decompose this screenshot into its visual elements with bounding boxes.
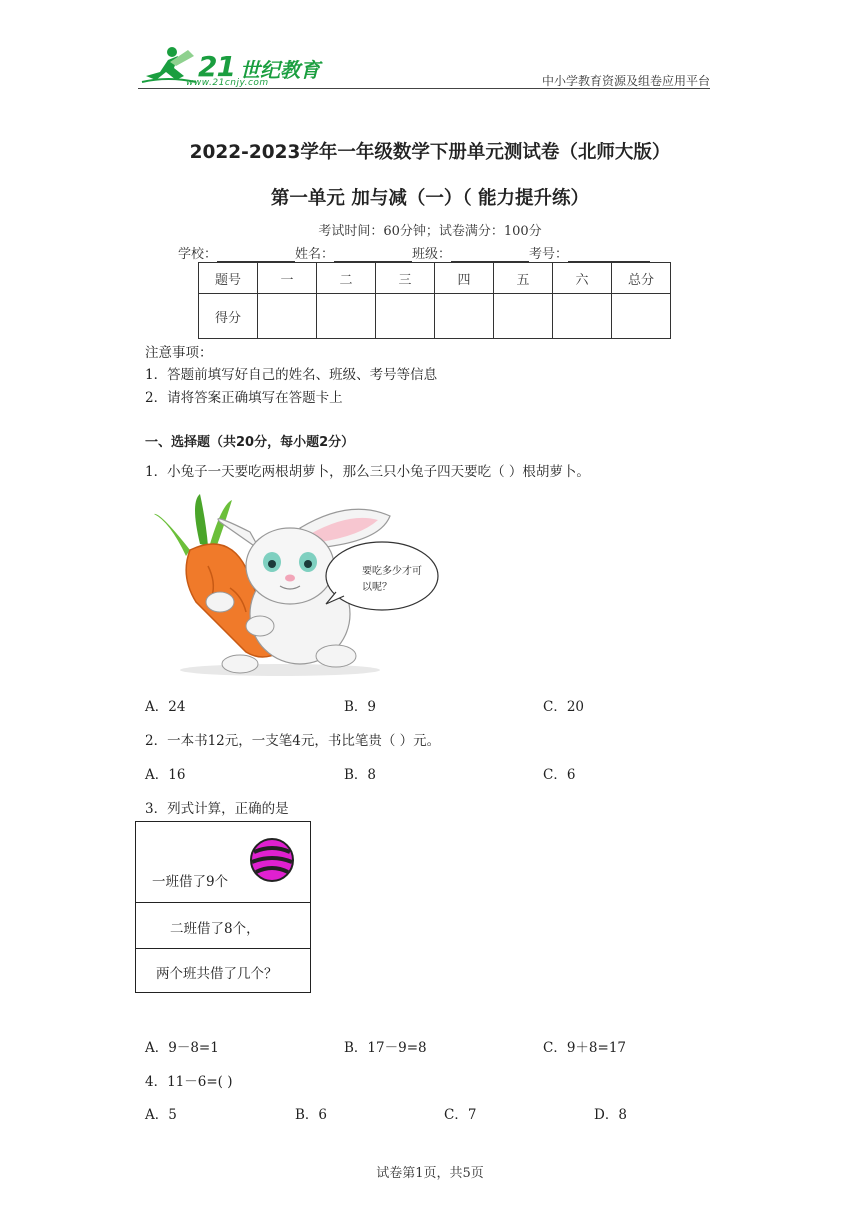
school-blank[interactable] [217, 247, 295, 262]
question-1: 1．小兔子一天要吃两根胡萝卜，那么三只小兔子四天要吃（ ）根胡萝卜。 [145, 464, 590, 480]
score-table [198, 262, 671, 339]
name-label: 姓名： [295, 247, 335, 262]
rabbit-carrot-image [150, 492, 450, 678]
score-header-cell: 六 [553, 263, 612, 294]
score-header-cell: 题号 [199, 263, 258, 294]
unit-title: 第一单元 加与减（一）（ 能力提升练） [270, 188, 590, 209]
q3-option-a[interactable]: A．9－8=1 [145, 1040, 219, 1056]
class-blank[interactable] [451, 247, 529, 262]
q4-option-a[interactable]: A．5 [145, 1107, 177, 1123]
q4-option-d[interactable]: D．8 [594, 1107, 627, 1123]
q3-box-row [136, 902, 310, 949]
question-2: 2．一本书12元，一支笔4元，书比笔贵（ ）元。 [145, 733, 441, 749]
bubble-line-2: 以呢？ [362, 582, 392, 593]
question-4: 4．11－6=( ) [145, 1074, 233, 1090]
score-header-cell: 二 [317, 263, 376, 294]
score-header-cell: 五 [494, 263, 553, 294]
score-cell[interactable] [494, 294, 553, 339]
q2-option-b[interactable]: B．8 [344, 767, 377, 783]
question-3: 3．列式计算，正确的是 [145, 801, 289, 817]
name-blank[interactable] [334, 247, 412, 262]
score-row-label: 得分 [199, 294, 258, 339]
logo-text: 世纪教育 [240, 58, 320, 82]
number-blank[interactable] [568, 247, 650, 262]
note-item: 2．请将答案正确填写在答题卡上 [145, 390, 343, 406]
paper-title: 2022-2023学年一年级数学下册单元测试卷（北师大版） [189, 142, 671, 163]
q4-option-b[interactable]: B．6 [295, 1107, 328, 1123]
class-label: 班级： [412, 247, 452, 262]
q2-option-c[interactable]: C．6 [543, 767, 576, 783]
q3-box-row [136, 948, 310, 993]
q2-option-a[interactable]: A．16 [145, 767, 186, 783]
school-label: 学校： [178, 247, 218, 262]
score-cell[interactable] [435, 294, 494, 339]
note-item: 1．答题前填写好自己的姓名、班级、考号等信息 [145, 367, 438, 383]
logo-url: www.21cnjy.com [186, 78, 269, 88]
section-heading: 一、选择题（共20分，每小题2分） [145, 435, 355, 450]
score-cell[interactable] [258, 294, 317, 339]
q1-option-c[interactable]: C．20 [543, 699, 585, 715]
score-header-cell: 三 [376, 263, 435, 294]
q4-option-c[interactable]: C．7 [444, 1107, 477, 1123]
ball-icon [248, 836, 296, 884]
score-header-cell: 一 [258, 263, 317, 294]
score-cell[interactable] [553, 294, 612, 339]
page-footer: 试卷第1页，共5页 [376, 1166, 484, 1181]
score-header-cell: 总分 [612, 263, 671, 294]
score-cell[interactable] [612, 294, 671, 339]
score-cell[interactable] [317, 294, 376, 339]
exam-info: 考试时间：60分钟；试卷满分：100分 [318, 224, 542, 239]
q3-problem-box [135, 821, 311, 993]
q3-option-c[interactable]: C．9＋8=17 [543, 1040, 626, 1056]
score-cell[interactable] [376, 294, 435, 339]
q3-box-row-2: 二班借了8个， [170, 921, 260, 937]
q3-box-row-1: 一班借了9个 [152, 874, 229, 890]
header-divider [138, 88, 710, 89]
platform-name: 中小学教育资源及组卷应用平台 [541, 74, 710, 88]
q3-box-row-3: 两个班共借了几个？ [156, 966, 278, 982]
number-label: 考号： [529, 247, 569, 262]
q3-option-b[interactable]: B．17－9=8 [344, 1040, 427, 1056]
score-header-cell: 四 [435, 263, 494, 294]
logo-number: 21 [198, 50, 235, 83]
notes-heading: 注意事项： [145, 345, 213, 361]
q1-option-a[interactable]: A．24 [145, 699, 186, 715]
q1-option-b[interactable]: B．9 [344, 699, 377, 715]
student-info-fields [178, 243, 650, 262]
bubble-line-1: 要吃多少才可 [362, 566, 422, 577]
